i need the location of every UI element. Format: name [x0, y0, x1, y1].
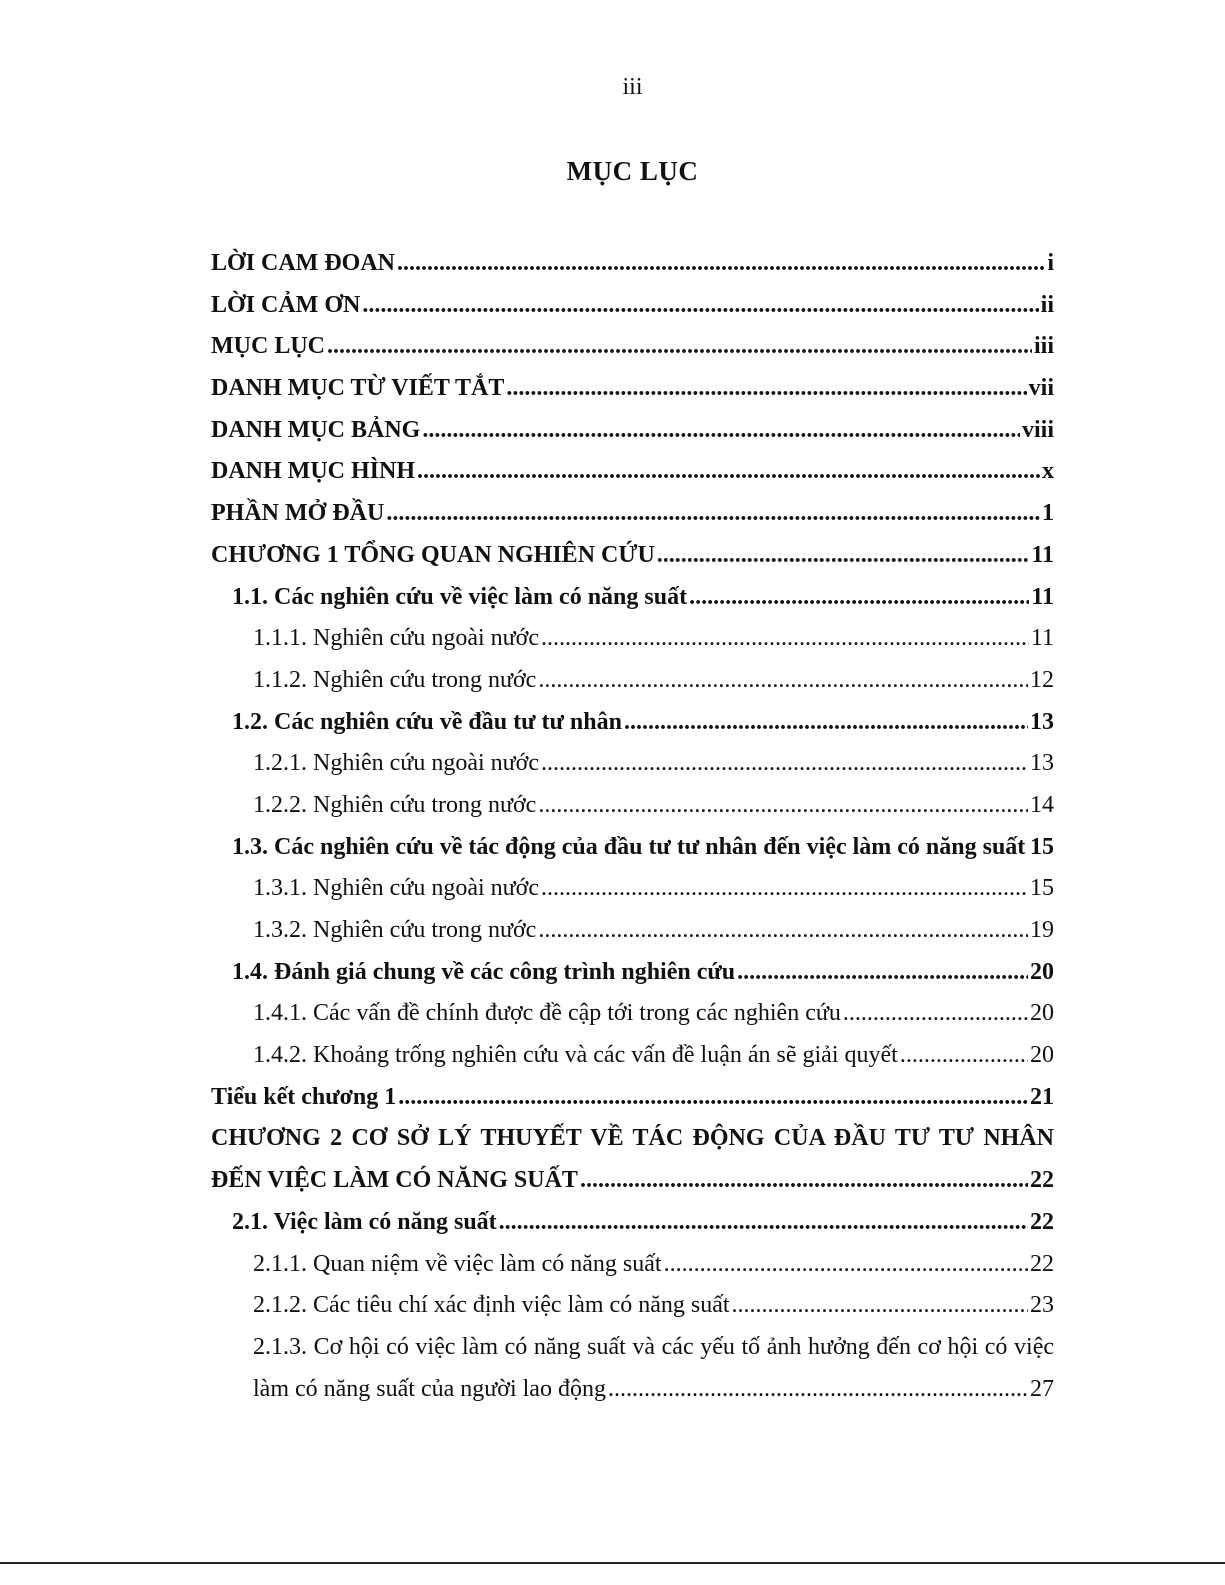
dot-leader	[422, 410, 1020, 452]
toc-entry-title-line1: CHƯƠNG 2 CƠ SỞ LÝ THUYẾT VỀ TÁC ĐỘNG CỦA ĐẦU TƯ TƯ NHÂN	[211, 1125, 1054, 1152]
toc-entry-page: 23	[1030, 1292, 1054, 1319]
toc-entry-page: 20	[1030, 1000, 1054, 1027]
toc-entry-1-4-2[interactable]	[211, 1035, 1054, 1077]
toc-entry-1-1[interactable]	[211, 577, 1054, 619]
dot-leader	[362, 285, 1038, 327]
toc-entry-title: 1.2.2. Nghiên cứu trong nước	[253, 791, 537, 818]
toc-entry-1-3-1[interactable]	[211, 868, 1054, 910]
toc-entry-chuong-1[interactable]	[211, 535, 1054, 577]
dot-leader	[843, 993, 1028, 1035]
toc-entry-page: 19	[1030, 917, 1054, 943]
toc-entry-title: 1.4. Đánh giá chung về các công trình nghiên cứu	[232, 958, 736, 985]
toc-entry-tieu-ket-chuong-1[interactable]	[211, 1077, 1054, 1119]
dot-leader	[900, 1035, 1028, 1077]
toc-entry-1-3-2[interactable]	[211, 910, 1054, 952]
toc-entry-page: 11	[1031, 583, 1054, 610]
toc-entry-title: 1.4.1. Các vấn đề chính được đề cập tới trong các nghiên cứu	[253, 1000, 841, 1027]
dot-leader	[664, 1244, 1028, 1286]
toc-entry-title: 2.1.1. Quan niệm về việc làm có năng suất	[253, 1250, 662, 1277]
toc-entry-title: 1.3. Các nghiên cứu về tác động của đầu tư tư nhân đến việc làm có năng suất	[232, 833, 1026, 860]
toc-entry-title: LỜI CẢM ƠN	[211, 291, 361, 318]
toc-entry-title-line1: 2.1.3. Cơ hội có việc làm có năng suất và các yếu tố ảnh hưởng đến cơ hội có việc	[253, 1333, 1054, 1360]
table-of-contents	[211, 243, 1054, 1410]
toc-entry-title: 1.1. Các nghiên cứu về việc làm có năng suất	[232, 583, 688, 610]
toc-entry-title: DANH MỤC BẢNG	[211, 416, 421, 443]
toc-entry-page: viii	[1021, 416, 1054, 443]
toc-entry-title: 1.2.1. Nghiên cứu ngoài nước	[253, 750, 539, 777]
dot-leader	[689, 577, 1029, 619]
toc-entry-loi-cam-on[interactable]	[211, 285, 1054, 327]
toc-entry-page: 1	[1042, 500, 1054, 527]
toc-entry-page: iii	[1033, 333, 1054, 360]
toc-entry-title: Tiểu kết chương 1	[211, 1083, 397, 1110]
toc-entry-title: CHƯƠNG 1 TỔNG QUAN NGHIÊN CỨU	[211, 541, 655, 568]
dot-leader	[386, 493, 1040, 535]
toc-entry-1-2-1[interactable]	[211, 743, 1054, 785]
toc-entry-page: ii	[1040, 291, 1054, 318]
toc-entry-page: 27	[1030, 1375, 1054, 1402]
bottom-border	[0, 1562, 1225, 1564]
toc-entry-page: 21	[1030, 1083, 1054, 1110]
toc-entry-page: 13	[1030, 708, 1054, 735]
toc-entry-title: MỤC LỤC	[211, 333, 325, 360]
dot-leader	[417, 451, 1040, 493]
dot-leader	[541, 868, 1028, 910]
dot-leader	[737, 952, 1028, 994]
dot-leader	[541, 618, 1029, 660]
toc-entry-title: 1.3.1. Nghiên cứu ngoài nước	[253, 875, 539, 902]
toc-entry-1-3[interactable]	[211, 827, 1054, 869]
dot-leader	[506, 368, 1026, 410]
toc-entry-loi-cam-doan[interactable]	[211, 243, 1054, 285]
toc-entry-2-1-1[interactable]	[211, 1244, 1054, 1286]
toc-entry-danh-muc-tu-viet-tat[interactable]	[211, 368, 1054, 410]
toc-entry-page: 20	[1030, 1042, 1054, 1069]
dot-leader	[499, 1202, 1028, 1244]
toc-entry-page: 13	[1030, 750, 1054, 777]
toc-entry-2-1-3[interactable]	[211, 1327, 1054, 1410]
toc-entry-title: DANH MỤC HÌNH	[211, 458, 415, 485]
toc-entry-page: 11	[1031, 541, 1054, 568]
toc-entry-page: 22	[1030, 1167, 1054, 1194]
page-number: iii	[622, 74, 643, 100]
toc-entry-1-1-1[interactable]	[211, 618, 1054, 660]
toc-entry-1-2-2[interactable]	[211, 785, 1054, 827]
toc-entry-title: 1.4.2. Khoảng trống nghiên cứu và các vấn đề luận án sẽ giải quyết	[253, 1042, 898, 1069]
toc-entry-page: x	[1042, 458, 1054, 485]
dot-leader	[538, 910, 1028, 952]
toc-entry-2-1[interactable]	[211, 1202, 1054, 1244]
toc-entry-danh-muc-bang[interactable]	[211, 410, 1054, 452]
toc-entry-muc-luc[interactable]	[211, 326, 1054, 368]
dot-leader	[397, 243, 1045, 285]
toc-entry-page: 15	[1030, 833, 1054, 860]
toc-entry-title: 2.1. Việc làm có năng suất	[232, 1208, 497, 1235]
dot-leader	[624, 702, 1028, 744]
toc-entry-page: i	[1047, 250, 1054, 276]
dot-leader	[541, 743, 1028, 785]
toc-entry-page: 11	[1030, 625, 1054, 652]
toc-entry-title: 1.3.2. Nghiên cứu trong nước	[253, 917, 537, 943]
toc-entry-phan-mo-dau[interactable]	[211, 493, 1054, 535]
toc-entry-2-1-2[interactable]	[211, 1285, 1054, 1327]
dot-leader	[580, 1160, 1028, 1202]
dot-leader	[657, 535, 1030, 577]
toc-entry-title: PHẦN MỞ ĐẦU	[211, 500, 385, 527]
dot-leader	[327, 326, 1032, 368]
toc-entry-page: 15	[1030, 875, 1054, 902]
dot-leader	[398, 1077, 1028, 1119]
dot-leader	[608, 1369, 1028, 1411]
toc-entry-1-4-1[interactable]	[211, 993, 1054, 1035]
toc-entry-page: 22	[1030, 1208, 1054, 1235]
toc-entry-1-1-2[interactable]	[211, 660, 1054, 702]
toc-entry-page: 14	[1030, 791, 1054, 818]
toc-entry-title: 1.1.2. Nghiên cứu trong nước	[253, 666, 537, 693]
toc-entry-title: 1.1.1. Nghiên cứu ngoài nước	[253, 625, 539, 652]
dot-leader	[538, 785, 1028, 827]
toc-entry-page: 20	[1030, 958, 1054, 985]
toc-entry-title: LỜI CAM ĐOAN	[211, 250, 395, 276]
toc-entry-chuong-2[interactable]	[211, 1118, 1054, 1201]
toc-entry-danh-muc-hinh[interactable]	[211, 451, 1054, 493]
toc-entry-title: DANH MỤC TỪ VIẾT TẮT	[211, 375, 505, 402]
dot-leader	[538, 660, 1028, 702]
toc-entry-page: vii	[1028, 375, 1054, 402]
toc-entry-1-4[interactable]	[211, 952, 1054, 994]
toc-entry-title: 2.1.2. Các tiêu chí xác định việc làm có năng suất	[253, 1292, 730, 1319]
toc-entry-page: 22	[1030, 1250, 1054, 1277]
toc-entry-title-line2: làm có năng suất của người lao động	[253, 1375, 606, 1402]
toc-entry-1-2[interactable]	[211, 702, 1054, 744]
toc-entry-title-line2: ĐẾN VIỆC LÀM CÓ NĂNG SUẤT	[211, 1167, 578, 1194]
page-title: MỤC LỤC	[566, 156, 699, 186]
dot-leader	[732, 1285, 1028, 1327]
toc-entry-page: 12	[1030, 666, 1054, 693]
dot-leader	[1027, 827, 1028, 869]
toc-entry-title: 1.2. Các nghiên cứu về đầu tư tư nhân	[232, 708, 622, 735]
